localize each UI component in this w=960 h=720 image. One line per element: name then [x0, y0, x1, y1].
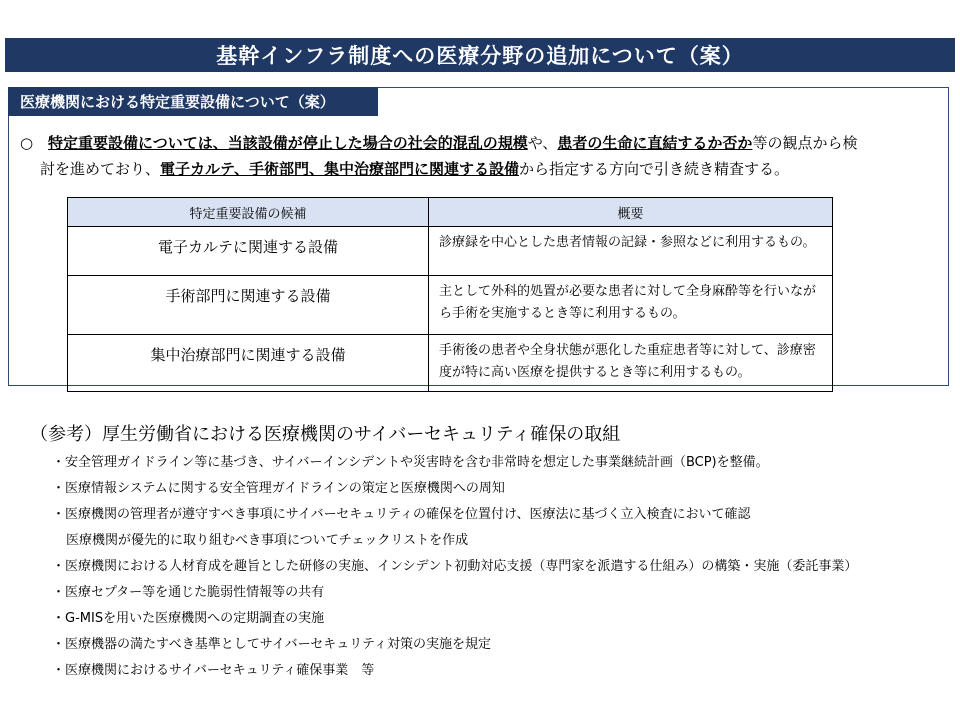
candidate-summary: 手術後の患者や全身状態が悪化した重症患者等に対して、診療密度が特に高い医療を提供するとき等に利用するもの。: [429, 335, 833, 392]
reference-list: [52, 450, 857, 684]
candidate-summary: 診療録を中心とした患者情報の記録・参照などに利用するもの。: [429, 227, 833, 276]
table-header-candidate: 特定重要設備の候補: [68, 198, 429, 227]
page-title: 基幹インフラ制度への医療分野の追加について（案）: [5, 38, 955, 72]
intro-emphasis-1: 特定重要設備については、当該設備が停止した場合の社会的混乱の規模: [48, 134, 528, 152]
candidate-name: 電子カルテに関連する設備: [68, 227, 429, 276]
intro-paragraph: [20, 130, 945, 182]
table-row: [68, 335, 833, 392]
list-item: 医療機関が優先的に取り組むべき事項についてチェックリストを作成: [66, 533, 469, 548]
candidate-table: [67, 197, 833, 392]
table-header-summary: 概要: [429, 198, 833, 227]
table-row: [68, 227, 833, 276]
list-item: ・医療情報システムに関する安全管理ガイドラインの策定と医療機関への周知: [52, 481, 505, 496]
list-item: ・医療機関におけるサイバーセキュリティ確保事業 等: [52, 663, 375, 678]
reference-heading: （参考）厚生労働省における医療機関のサイバーセキュリティ確保の取組: [30, 424, 621, 445]
intro-emphasis-2: 患者の生命に直結するか否か: [557, 134, 753, 152]
candidate-summary: 主として外科的処置が必要な患者に対して全身麻酔等を行いながら手術を実施するとき等に利用するもの。: [429, 276, 833, 335]
list-item: ・医療機関の管理者が遵守すべき事項にサイバーセキュリティの確保を位置付け、医療法に基づく立入検査において確認: [52, 507, 751, 522]
intro-text-2: や、: [527, 134, 558, 152]
candidate-name: 集中治療部門に関連する設備: [68, 335, 429, 392]
intro-text-5: 討を進めており、: [40, 160, 161, 178]
list-item: ・安全管理ガイドライン等に基づき、サイバーインシデントや災害時を含む非常時を想定した事業継続計画（BCP)を整備。: [52, 455, 769, 470]
bullet-circle-icon: ○: [20, 134, 34, 152]
list-item: ・医療セプター等を通じた脆弱性情報等の共有: [52, 585, 325, 600]
list-item: ・医療機関における人材育成を趣旨とした研修の実施、インシデント初動対応支援（専門家を派遣する仕組み）の構築・実施（委託事業）: [52, 559, 858, 574]
table-row: [68, 276, 833, 335]
intro-text-4: 等の観点から検: [752, 134, 858, 152]
intro-emphasis-3: 電子カルテ、手術部門、集中治療部門に関連する設備: [160, 160, 519, 178]
intro-text-7: から指定する方向で引き続き精査する。: [518, 160, 789, 178]
candidate-name: 手術部門に関連する設備: [68, 276, 429, 335]
list-item: ・医療機器の満たすべき基準としてサイバーセキュリティ対策の実施を規定: [52, 637, 492, 652]
list-item: ・G-MISを用いた医療機関への定期調査の実施: [52, 611, 325, 626]
section-heading: 医療機関における特定重要設備について（案）: [8, 87, 378, 116]
